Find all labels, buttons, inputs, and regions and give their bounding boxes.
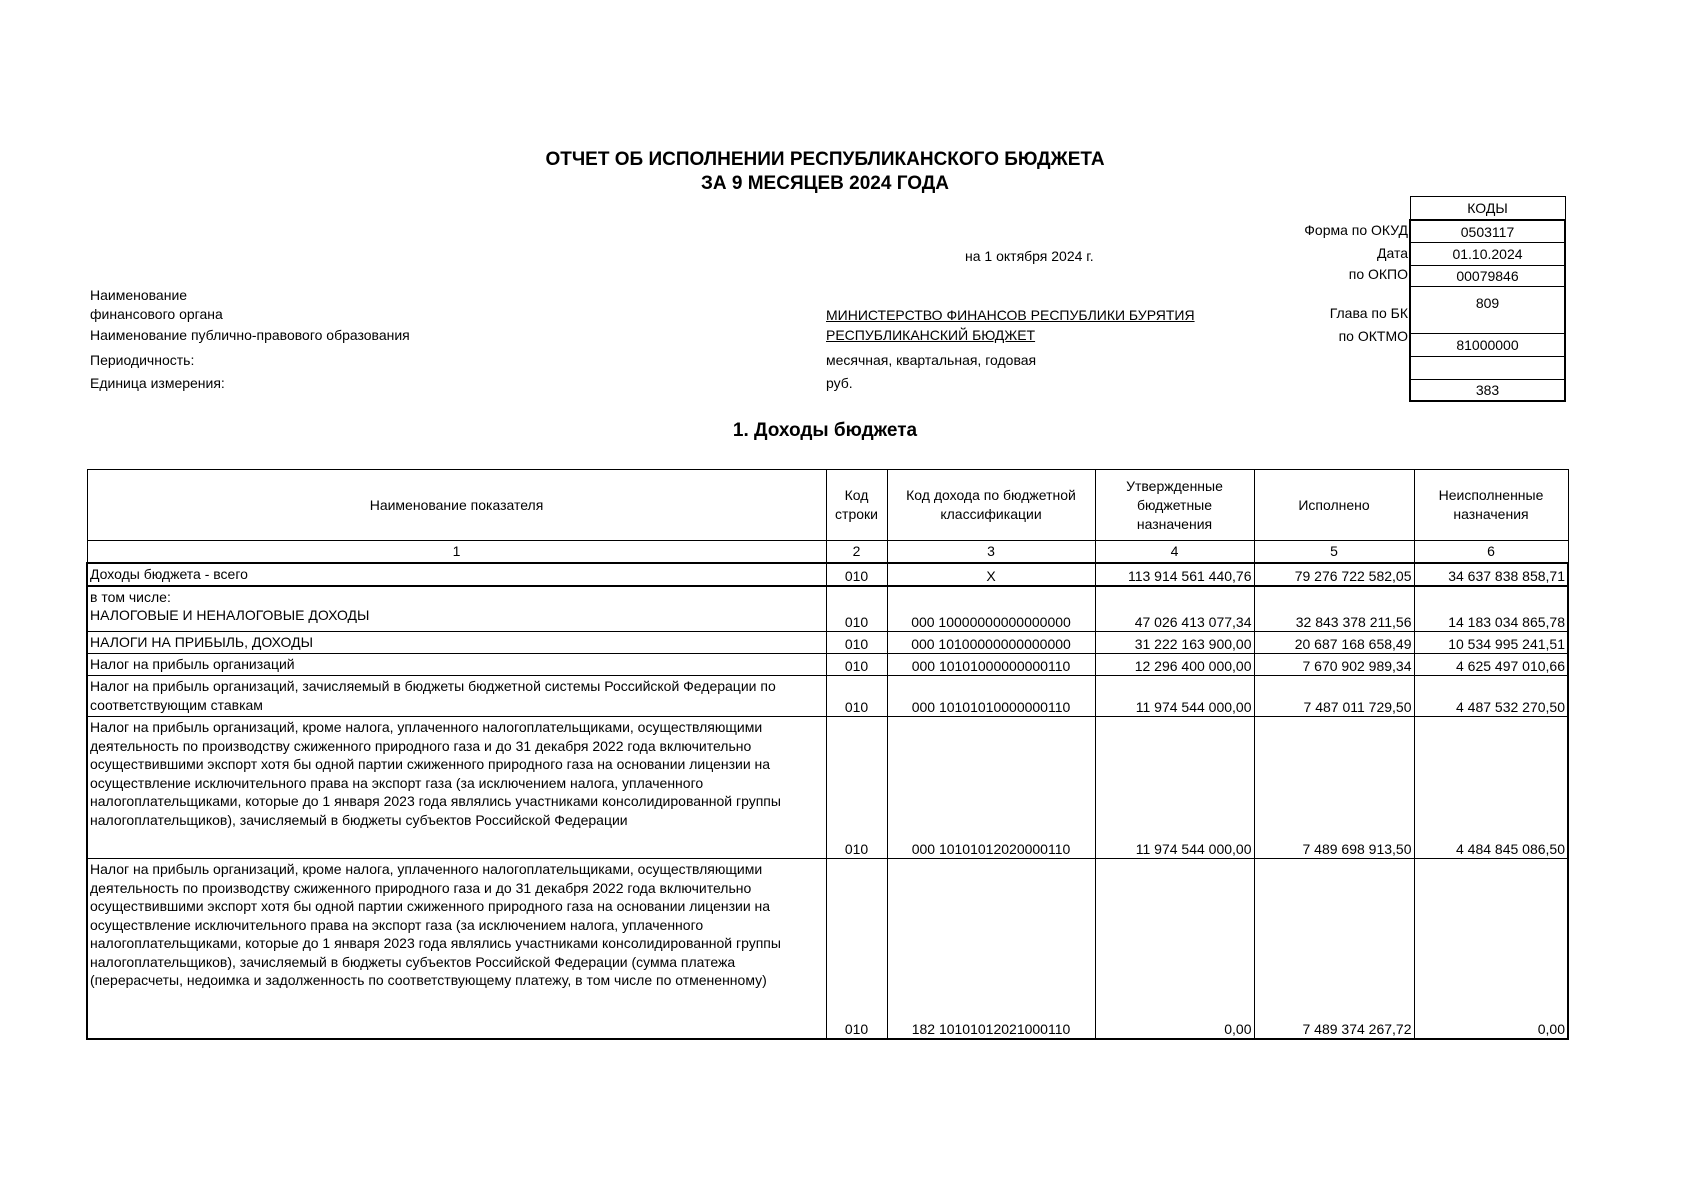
period-value: месячная, квартальная, годовая [826,352,1037,368]
row-line-code: 010 [826,563,887,586]
col-number: 4 [1095,541,1254,564]
code-label-bk: Глава по БК [1329,305,1408,321]
row-line-code: 010 [826,632,887,654]
row-name: Налог на прибыль организаций [87,654,826,676]
section-title: 1. Доходы бюджета [732,420,918,441]
col-header-approved: Утвержденные бюджетные назначения [1095,470,1254,541]
code-label-oktmo: по ОКТМО [1338,328,1408,344]
col-header-unexecuted: Неисполненные назначения [1414,470,1568,541]
code-bk: 809 [1410,287,1565,334]
table-row [87,632,1568,654]
row-executed: 7 670 902 989,34 [1254,654,1414,676]
fin-org-label-1: Наименование [90,287,188,303]
code-blank [1410,357,1565,380]
row-name: Налог на прибыль организаций, зачисляемый в бюджеты бюджетной системы Российской Федерации по соответствующим ставкам [87,676,826,717]
row-unexecuted: 4 484 845 086,50 [1414,717,1568,859]
row-executed: 7 489 698 913,50 [1254,717,1414,859]
row-name: Налог на прибыль организаций, кроме налога, уплаченного налогоплательщиками, осуществляющими деятельность по производству сжиженного природного газа и до 31 декабря 2022 года включительно осуществившими экспорт хотя бы одной партии сжиженного природного газа на основании лицензии на осуществление исключительного права на экспорт газа (за исключением налога, уплаченного налогоплательщиками, которые до 1 января 2023 года являлись участниками консолидированной группы налогоплательщиков), зачисляемый в бюджеты субъектов Российской Федерации (сумма платежа (перерасчеты, недоимка и задолженность по соответствующему платежу, в том числе по отмененному) [87,859,826,1039]
report-title [0,148,1650,196]
table-row [87,563,1568,586]
row-unexecuted: 34 637 838 858,71 [1414,563,1568,586]
fin-org-label-2: финансового органа [90,306,223,322]
col-header-name: Наименование показателя [87,470,826,541]
col-number: 1 [87,541,826,564]
row-income-code: 182 10101012021000110 [887,859,1095,1039]
row-income-code: 000 10101012020000110 [887,717,1095,859]
period-label: Периодичность: [90,352,195,368]
col-header-line-code: Код строки [826,470,887,541]
code-label-okud: Форма по ОКУД [1304,222,1408,238]
code-oktmo: 81000000 [1410,334,1565,357]
col-header-income-code: Код дохода по бюджетной классификации [887,470,1095,541]
unit-label: Единица измерения: [90,375,225,391]
row-line-code: 010 [826,586,887,632]
table-row [87,859,1568,1039]
table-row [87,654,1568,676]
row-executed: 32 843 378 211,56 [1254,586,1414,632]
report-date: на 1 октября 2024 г. [965,248,1094,264]
col-number: 6 [1414,541,1568,564]
row-executed: 7 489 374 267,72 [1254,859,1414,1039]
row-name: Доходы бюджета - всего [87,563,826,586]
table-row [87,676,1568,717]
table-row [87,586,1568,632]
row-approved: 113 914 561 440,76 [1095,563,1254,586]
table-row [87,717,1568,859]
row-income-code: X [887,563,1095,586]
col-header-executed: Исполнено [1254,470,1414,541]
report-title-line-2: ЗА 9 МЕСЯЦЕВ 2024 ГОДА [700,173,950,194]
row-approved: 47 026 413 077,34 [1095,586,1254,632]
ppo-label: Наименование публично-правового образования [90,327,410,343]
row-unexecuted: 10 534 995 241,51 [1414,632,1568,654]
col-number: 5 [1254,541,1414,564]
row-executed: 79 276 722 582,05 [1254,563,1414,586]
col-number: 3 [887,541,1095,564]
code-label-okpo: по ОКПО [1348,266,1408,282]
col-number: 2 [826,541,887,564]
report-title-line-1: ОТЧЕТ ОБ ИСПОЛНЕНИИ РЕСПУБЛИКАНСКОГО БЮДЖЕТА [545,149,1105,170]
row-approved: 11 974 544 000,00 [1095,717,1254,859]
codes-table [1409,196,1566,402]
row-income-code: 000 10101010000000110 [887,676,1095,717]
row-executed: 20 687 168 658,49 [1254,632,1414,654]
row-name: в том числе: НАЛОГОВЫЕ И НЕНАЛОГОВЫЕ ДОХОДЫ [87,586,826,632]
row-approved: 12 296 400 000,00 [1095,654,1254,676]
fin-org-value: МИНИСТЕРСТВО ФИНАНСОВ РЕСПУБЛИКИ БУРЯТИЯ [826,307,1195,323]
row-executed: 7 487 011 729,50 [1254,676,1414,717]
row-unexecuted: 0,00 [1414,859,1568,1039]
code-okpo: 00079846 [1410,266,1565,287]
row-unexecuted: 4 487 532 270,50 [1414,676,1568,717]
row-unexecuted: 14 183 034 865,78 [1414,586,1568,632]
row-line-code: 010 [826,717,887,859]
ppo-value: РЕСПУБЛИКАНСКИЙ БЮДЖЕТ [826,327,1036,343]
row-approved: 0,00 [1095,859,1254,1039]
row-line-code: 010 [826,676,887,717]
row-name: Налог на прибыль организаций, кроме налога, уплаченного налогоплательщиками, осуществляющими деятельность по производству сжиженного природного газа и до 31 декабря 2022 года включительно осуществившими экспорт хотя бы одной партии сжиженного природного газа на основании лицензии на осуществление исключительного права на экспорт газа (за исключением налога, уплаченного налогоплательщиками, которые до 1 января 2023 года являлись участниками консолидированной группы налогоплательщиков), зачисляемый в бюджеты субъектов Российской Федерации [87,717,826,859]
row-unexecuted: 4 625 497 010,66 [1414,654,1568,676]
row-line-code: 010 [826,654,887,676]
code-okud: 0503117 [1410,220,1565,243]
row-name: НАЛОГИ НА ПРИБЫЛЬ, ДОХОДЫ [87,632,826,654]
unit-value: руб. [826,375,853,391]
row-income-code: 000 10101000000000110 [887,654,1095,676]
row-line-code: 010 [826,859,887,1039]
row-approved: 11 974 544 000,00 [1095,676,1254,717]
row-approved: 31 222 163 900,00 [1095,632,1254,654]
code-label-date: Дата [1376,245,1408,261]
code-okei: 383 [1410,380,1565,402]
income-table [86,469,1569,1040]
row-income-code: 000 10000000000000000 [887,586,1095,632]
codes-header: КОДЫ [1410,197,1565,221]
row-income-code: 000 10100000000000000 [887,632,1095,654]
code-date: 01.10.2024 [1410,243,1565,266]
